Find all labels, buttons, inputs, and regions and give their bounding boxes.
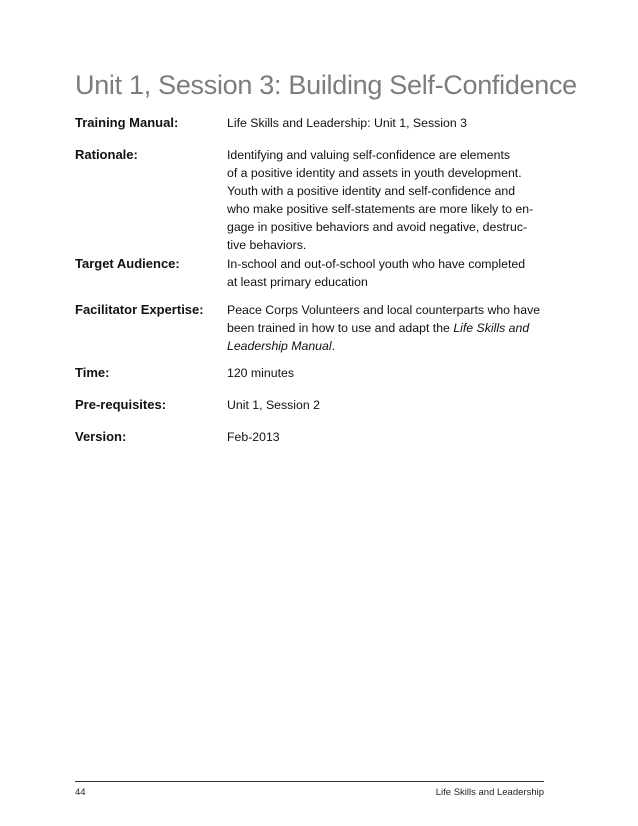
field-value: Unit 1, Session 2	[227, 398, 320, 412]
field-label: Facilitator Expertise:	[75, 302, 204, 317]
footer-divider	[75, 781, 544, 782]
field-label: Time:	[75, 365, 110, 380]
field-label: Rationale:	[75, 147, 138, 162]
text-line: of a positive identity and assets in youth development.	[227, 166, 522, 180]
field-label: Pre-requisites:	[75, 397, 167, 412]
text-line: who make positive self-statements are more likely to en-	[227, 202, 534, 216]
text-line: gage in positive behaviors and avoid negative, destruc-	[227, 220, 528, 234]
text-line: Identifying and valuing self-confidence are elements	[227, 148, 511, 162]
text-segment: been trained in how to use and adapt the	[227, 321, 454, 335]
text-line: In-school and out-of-school youth who have completed	[227, 257, 526, 271]
text-line: tive behaviors.	[227, 238, 307, 252]
field-label: Target Audience:	[75, 256, 180, 271]
page-number: 44	[75, 787, 86, 798]
field-label: Version:	[75, 429, 127, 444]
footer-book-title: Life Skills and Leadership	[435, 787, 544, 798]
field-label: Training Manual:	[75, 115, 179, 130]
field-value	[227, 146, 547, 254]
field-value	[227, 255, 547, 291]
text-line: at least primary education	[227, 275, 368, 289]
text-line	[227, 337, 547, 355]
field-value: 120 minutes	[227, 366, 294, 380]
manual-title-italic: Leadership Manual	[227, 339, 332, 353]
field-value	[227, 301, 547, 355]
field-value: Life Skills and Leadership: Unit 1, Session 3	[227, 116, 467, 130]
text-line: Youth with a positive identity and self-confidence and	[227, 184, 516, 198]
page-title: Unit 1, Session 3: Building Self-Confidence	[75, 70, 577, 100]
text-segment: .	[331, 339, 336, 353]
field-value: Feb-2013	[227, 430, 280, 444]
text-line: Peace Corps Volunteers and local counterparts who have	[227, 303, 541, 317]
manual-title-italic: Life Skills and	[453, 321, 530, 335]
text-line	[227, 319, 547, 337]
